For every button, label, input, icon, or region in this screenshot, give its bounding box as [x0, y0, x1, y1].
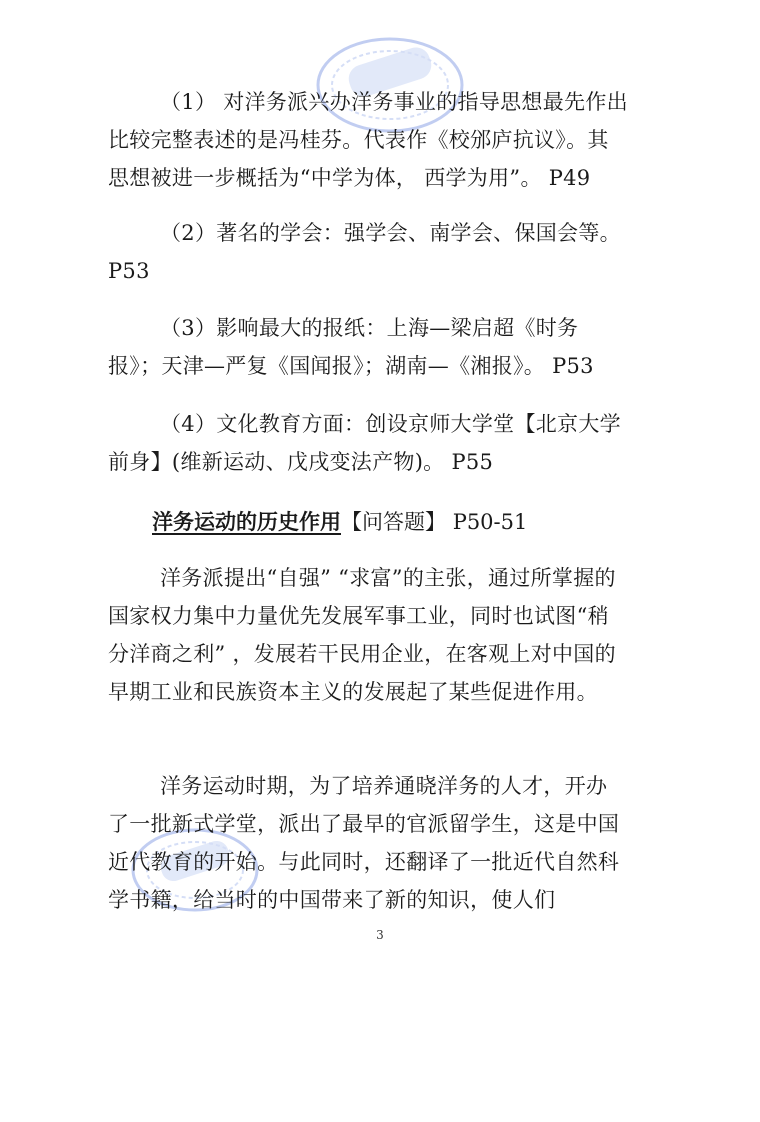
paragraph-2: （2）著名的学会：强学会、南学会、保国会等。 P53 [108, 221, 621, 283]
section-heading [152, 503, 527, 541]
paragraph-1: （1） 对洋务派兴办洋务事业的指导思想最先作出比较完整表述的是冯桂芬。代表作《校邠庐抗议》。其思想被进一步概括为“中学为体， 西学为用”。 P49 [108, 90, 628, 190]
body-paragraph-2: 洋务运动时期，为了培养通晓洋务的人才，开办了一批新式学堂，派出了最早的官派留学生，这是中国近代教育的开始。与此同时，还翻译了一批近代自然科学书籍，给当时的中国带来了新的知识，使人们 [108, 774, 620, 912]
paragraph-3: （3）影响最大的报纸：上海—梁启超《时务报》；天津—严复《国闻报》；湖南—《湘报》。 P53 [108, 316, 594, 378]
section-heading-page-ref: P50-51 [452, 510, 528, 534]
body-paragraph-1: 洋务派提出“自强” “求富”的主张，通过所掌握的国家权力集中力量优先发展军事工业，同时也试图“稍分洋商之利” ，发展若干民用企业，在客观上对中国的早期工业和民族资本主义的发展起了某些促进作用。 [108, 566, 616, 704]
page-number: 3 [376, 928, 384, 942]
section-heading-title: 洋务运动的历史作用 [152, 509, 341, 534]
paragraph-4: （4）文化教育方面：创设京师大学堂【北京大学前身】(维新运动、戊戌变法产物)。 P55 [108, 412, 621, 474]
section-heading-tag: 【问答题】 [341, 510, 446, 534]
